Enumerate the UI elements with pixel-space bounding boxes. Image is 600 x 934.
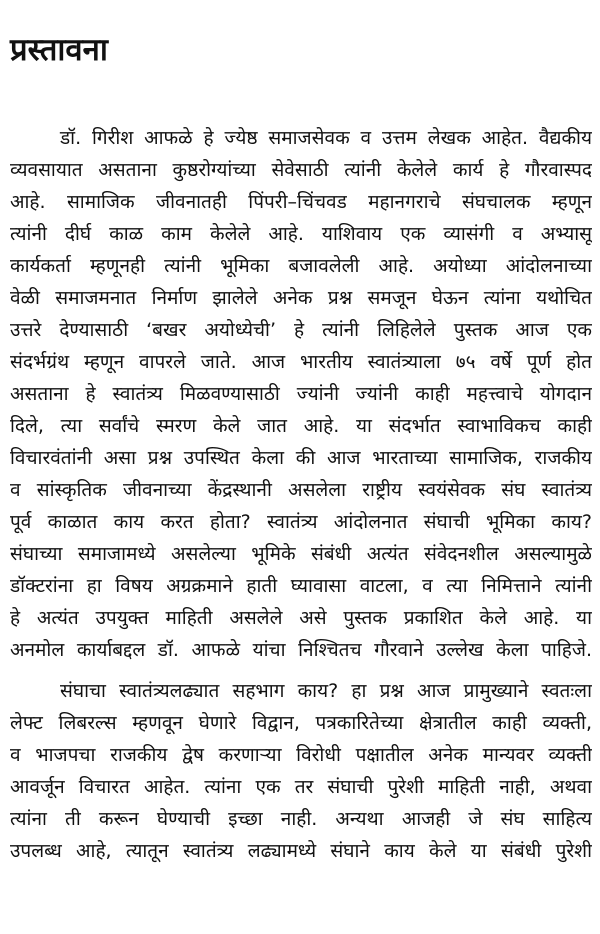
text-line: पूर्व काळात काय करत होता? स्वातंत्र्य आंदोलनात संघाची भूमिका काय? — [10, 511, 592, 533]
text-line: व सांस्कृतिक जीवनाच्या केंद्रस्थानी असलेला राष्ट्रीय स्वयंसेवक संघ स्वातंत्र्य — [10, 479, 592, 501]
text-line: हे अत्यंत उपयुक्त माहिती असलेले असे पुस्तक प्रकाशित केले आहे. या — [10, 607, 592, 629]
text-line: दिले, त्या सर्वांचे स्मरण केले जात आहे. या संदर्भात स्वाभाविकच काही — [10, 415, 592, 437]
text-line: संघाच्या समाजामध्ये असलेल्या भूमिके संबंधी अत्यंत संवेदनशील असल्यामुळे — [10, 543, 592, 565]
text-line: असताना हे स्वातंत्र्य मिळवण्यासाठी ज्यांनी ज्यांनी काही महत्त्वाचे योगदान — [10, 383, 592, 405]
text-line: उत्तरे देण्यासाठी ‘बखर अयोध्येची’ हे त्यांनी लिहिलेले पुस्तक आज एक — [10, 319, 592, 341]
body-text — [10, 122, 592, 867]
text-line: डॉ. गिरीश आफळे हे ज्येष्ठ समाजसेवक व उत्तम लेखक आहेत. वैद्यकीय — [60, 127, 592, 149]
text-line: डॉक्टरांना हा विषय अग्रक्रमाने हाती घ्यावासा वाटला, व त्या निमित्ताने त्यांनी — [10, 575, 592, 597]
text-line: कार्यकर्ता म्हणूनही त्यांनी भूमिका बजावलेली आहे. अयोध्या आंदोलनाच्या — [10, 255, 592, 277]
text-line: व्यवसायात असताना कुष्ठरोग्यांच्या सेवेसाठी त्यांनी केलेले कार्य हे गौरवास्पद — [10, 159, 592, 181]
paragraph-2 — [10, 675, 592, 867]
text-line: उपलब्ध आहे, त्यातून स्वातंत्र्य लढ्यामध्ये संघाने काय केले या संबंधी पुरेशी — [10, 840, 592, 862]
text-line: संघाचा स्वातंत्र्यलढ्यात सहभाग काय? हा प्रश्न आज प्रामुख्याने स्वतःला — [60, 680, 592, 702]
text-line: विचारवंतांनी असा प्रश्न उपस्थित केला की आज भारताच्या सामाजिक, राजकीय — [10, 447, 592, 469]
text-line: अनमोल कार्याबद्दल डॉ. आफळे यांचा निश्चितच गौरवाने उल्लेख केला पाहिजे. — [10, 639, 592, 661]
text-line: व भाजपचा राजकीय द्वेष करणाऱ्या विरोधी पक्षातील अनेक मान्यवर व्यक्ती — [10, 744, 592, 766]
text-line: त्यांना ती करून घेण्याची इच्छा नाही. अन्यथा आजही जे संघ साहित्य — [10, 808, 592, 830]
text-line: त्यांनी दीर्घ काळ काम केलेले आहे. याशिवाय एक व्यासंगी व अभ्यासू — [10, 223, 592, 245]
text-line: लेफ्ट लिबरल्स म्हणवून घेणारे विद्वान, पत्रकारितेच्या क्षेत्रातील काही व्यक्ती, — [10, 712, 592, 734]
text-line: आहे. सामाजिक जीवनातही पिंपरी–चिंचवड महानगराचे संघचालक म्हणून — [10, 191, 592, 213]
text-line: आवर्जून विचारत आहेत. त्यांना एक तर संघाची पुरेशी माहिती नाही, अथवा — [10, 776, 592, 798]
text-line: वेळी समाजमनात निर्माण झालेले अनेक प्रश्न समजून घेऊन त्यांना यथोचित — [10, 287, 592, 309]
page-title: प्रस्तावना — [10, 32, 108, 68]
text-line: संदर्भग्रंथ म्हणून वापरले जाते. आज भारतीय स्वातंत्र्याला ७५ वर्षे पूर्ण होत — [10, 351, 592, 373]
paragraph-1 — [10, 122, 592, 666]
